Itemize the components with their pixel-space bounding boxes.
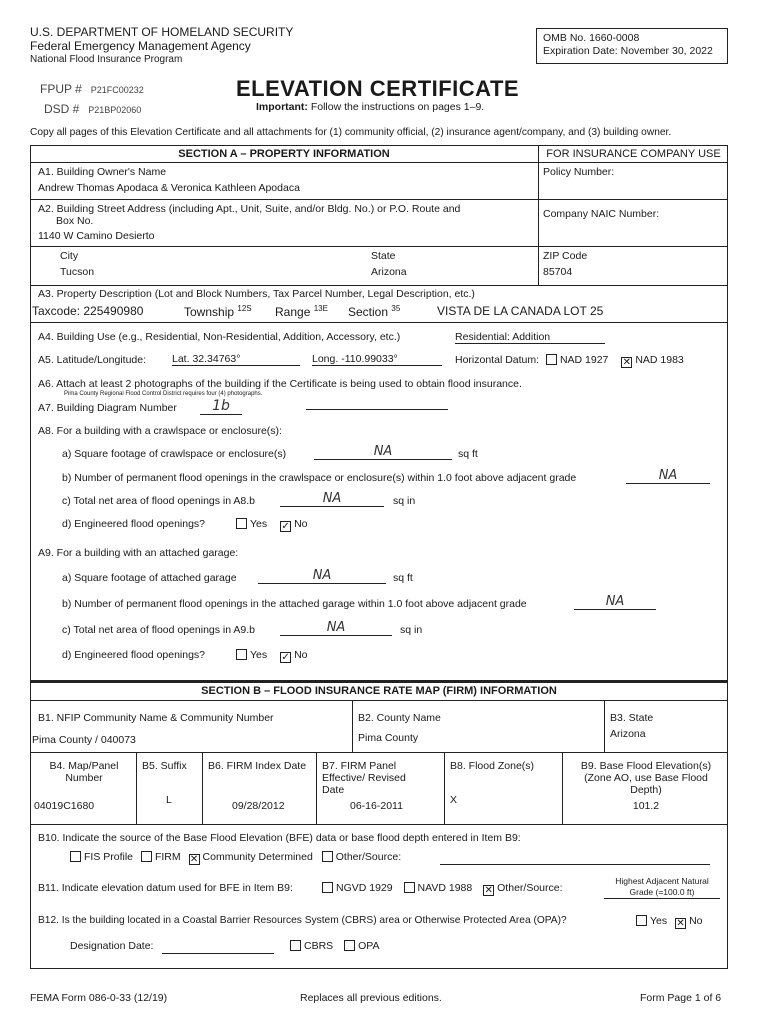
city-label: City <box>60 250 79 262</box>
a8a-unit: sq ft <box>458 448 478 460</box>
a9a-unit: sq ft <box>393 572 413 584</box>
long-value: -110.99033° <box>341 353 398 365</box>
naic-number-label[interactable]: Company NAIC Number: <box>543 208 660 220</box>
a8d-no-checkbox[interactable]: ✓ <box>281 521 290 532</box>
b11-ngvd-label: NGVD 1929 <box>336 882 393 894</box>
b12-yes-label: Yes <box>650 915 668 927</box>
b10-options <box>70 851 401 865</box>
a8d-yes-checkbox[interactable] <box>236 518 247 529</box>
omb-box <box>536 28 728 64</box>
range-label: Range <box>275 305 311 319</box>
b4-label: B4. Map/Panel Number <box>49 760 119 784</box>
b9-bfe[interactable]: 101.2 <box>632 800 660 812</box>
fpup-line <box>40 82 144 96</box>
a2-label-line1: A2. Building Street Address (including Apt., Unit, Suite, and/or Bldg. No.) or P.O. Route and <box>38 203 461 215</box>
fpup-value: P21FC00232 <box>90 85 144 95</box>
agency-block <box>30 25 293 67</box>
a9b-label: b) Number of permanent flood openings in the attached garage within 1.0 foot above adjacent grade <box>62 598 527 610</box>
a6-label: A6. Attach at least 2 photographs of the building if the Certificate is being used to obtain flood insurance. <box>38 378 522 390</box>
a3-property-description[interactable] <box>32 304 143 318</box>
footer-replaces: Replaces all previous editions. <box>300 992 442 1004</box>
section-b-title: SECTION B – FLOOD INSURANCE RATE MAP (FIRM) INFORMATION <box>201 685 557 697</box>
a9d-no-label: No <box>294 649 308 661</box>
insurance-use-header: FOR INSURANCE COMPANY USE <box>546 148 721 160</box>
important-text: Follow the instructions on pages 1–9. <box>310 101 485 113</box>
zip-value[interactable]: 85704 <box>543 266 573 278</box>
a9a-label: a) Square footage of attached garage <box>62 572 237 584</box>
a9b-value[interactable]: NA <box>574 594 656 610</box>
zip-label: ZIP Code <box>543 250 588 262</box>
a9d-options <box>236 649 308 663</box>
a9c-value[interactable]: NA <box>280 620 392 636</box>
section-value: 35 <box>391 304 401 313</box>
section-a-title: SECTION A – PROPERTY INFORMATION <box>178 148 390 160</box>
b10-other-label: Other/Source: <box>335 851 402 863</box>
important-note <box>256 101 484 113</box>
lat-value: 32.34763° <box>192 353 241 365</box>
nad1983-label: NAD 1983 <box>635 354 684 366</box>
cbrs-checkbox[interactable] <box>290 940 301 951</box>
a8d-label: d) Engineered flood openings? <box>62 518 206 530</box>
nad1927-checkbox[interactable] <box>546 354 557 365</box>
a4-building-use[interactable]: Residential: Addition <box>455 331 605 344</box>
a7-label: A7. Building Diagram Number <box>38 402 177 414</box>
b11-navd-checkbox[interactable] <box>404 882 415 893</box>
a8a-value[interactable]: NA <box>314 444 452 460</box>
a9d-yes-checkbox[interactable] <box>236 649 247 660</box>
a8d-options <box>236 518 308 532</box>
a2-street-address[interactable]: 1140 W Camino Desierto <box>38 230 155 242</box>
b12-no-checkbox[interactable]: ✕ <box>676 918 685 929</box>
b12-no-label: No <box>689 915 703 927</box>
a3-township <box>184 304 252 319</box>
b8-flood-zone[interactable]: X <box>450 794 458 806</box>
a8c-label: c) Total net area of flood openings in A8.b <box>62 495 256 507</box>
b12-yes-checkbox[interactable] <box>636 915 647 926</box>
b3-label: B3. State <box>610 712 654 724</box>
agency-line-3: National Flood Insurance Program <box>30 54 183 65</box>
a3-range <box>275 304 328 319</box>
a2-label <box>38 203 460 227</box>
a8d-yes-label: Yes <box>250 518 268 530</box>
agency-line-2: Federal Emergency Management Agency <box>30 39 251 53</box>
datum-label: Horizontal Datum: <box>455 354 540 366</box>
b5-label: B5. Suffix <box>142 760 187 772</box>
b12-options <box>636 915 703 929</box>
a9d-no-checkbox[interactable]: ✓ <box>281 652 290 663</box>
nad1927-label: NAD 1927 <box>559 354 609 366</box>
b5-suffix[interactable]: L <box>166 794 172 806</box>
state-label: State <box>371 250 396 262</box>
a4-label: A4. Building Use (e.g., Residential, Non-Residential, Addition, Accessory, etc.) <box>38 331 401 343</box>
cbrs-label: CBRS <box>304 940 334 952</box>
footer-page-number: Form Page 1 of 6 <box>640 992 722 1004</box>
a9-label: A9. For a building with an attached garage: <box>38 547 239 559</box>
b1-community[interactable]: Pima County / 040073 <box>32 734 136 746</box>
a8c-unit: sq in <box>393 495 416 507</box>
b10-fis-label: FIS Profile <box>84 851 134 863</box>
important-label: Important: <box>256 101 308 113</box>
b3-state[interactable]: Arizona <box>610 728 646 740</box>
expiration-date: Expiration Date: November 30, 2022 <box>543 45 713 57</box>
dsd-label: DSD # <box>44 102 80 116</box>
a6-note: Pima County Regional Flood Control District requires four (4) photographs. <box>64 391 263 397</box>
a8a-label: a) Square footage of crawlspace or enclosure(s) <box>62 448 287 460</box>
a8c-value[interactable]: NA <box>280 491 384 507</box>
b2-label: B2. County Name <box>358 712 441 724</box>
page-title: ELEVATION CERTIFICATE <box>236 76 520 101</box>
b10-firm-label: FIRM <box>154 851 181 863</box>
b10-community-label: Community Determined <box>202 851 313 863</box>
range-value: 13E <box>313 304 328 313</box>
a9d-yes-label: Yes <box>250 649 268 661</box>
b11-other-value[interactable]: Highest Adjacent Natural Grade (=100.0 ft) <box>604 876 720 899</box>
b11-other-checkbox[interactable]: ✕ <box>484 885 493 896</box>
a5-label: A5. Latitude/Longitude: <box>38 354 147 366</box>
long-label: Long. <box>312 353 339 365</box>
b2-county[interactable]: Pima County <box>358 732 419 744</box>
a3-label: A3. Property Description (Lot and Block Numbers, Tax Parcel Number, Legal Description, etc.) <box>38 288 475 300</box>
horizontal-datum <box>455 354 684 368</box>
a9d-label: d) Engineered flood openings? <box>62 649 206 661</box>
township-value: 12S <box>237 304 252 313</box>
a7-diagram-number[interactable]: 1b <box>200 398 242 415</box>
b4-map-panel[interactable]: 04019C1680 <box>34 800 95 812</box>
b11-ngvd-checkbox[interactable] <box>322 882 333 893</box>
a9a-value[interactable]: NA <box>258 568 386 584</box>
b10-firm-checkbox[interactable] <box>141 851 152 862</box>
b12-label: B12. Is the building located in a Coastal Barrier Resources System (CBRS) area or Otherwise Protected Area (OPA)? <box>38 915 567 926</box>
b8-label: B8. Flood Zone(s) <box>450 760 535 772</box>
a1-label: A1. Building Owner's Name <box>38 166 167 178</box>
b10-community-checkbox[interactable]: ✕ <box>189 854 199 865</box>
fpup-label: FPUP # <box>40 82 82 96</box>
a8d-no-label: No <box>294 518 308 530</box>
township-label: Township <box>184 305 235 319</box>
designation-date-line <box>162 953 274 954</box>
b6-index-date[interactable]: 09/28/2012 <box>232 800 285 812</box>
policy-number-label[interactable]: Policy Number: <box>543 166 615 178</box>
state-value[interactable]: Arizona <box>371 266 407 278</box>
b11-other-label: Other/Source: <box>497 882 563 894</box>
dsd-line <box>44 102 141 116</box>
a3-taxcode: Taxcode: 225490980 <box>32 304 144 318</box>
a5-latitude[interactable] <box>172 353 300 366</box>
opa-label: OPA <box>358 940 380 952</box>
a3-section <box>348 304 400 319</box>
b7-label: B7. FIRM Panel Effective/ Revised Date <box>322 760 406 796</box>
b10-other-checkbox[interactable] <box>322 851 333 862</box>
a2-label-line2: Box No. <box>56 215 94 227</box>
b9-label: B9. Base Flood Elevation(s) (Zone AO, use Base Flood Depth) <box>580 760 712 796</box>
footer-form-number: FEMA Form 086-0-33 (12/19) <box>30 992 168 1004</box>
dsd-value: P21BP02060 <box>88 105 142 115</box>
a8b-label: b) Number of permanent flood openings in the crawlspace or enclosure(s) within 1.0 foot above adjacent grade <box>62 472 577 484</box>
b10-fis-checkbox[interactable] <box>70 851 81 862</box>
a9c-label: c) Total net area of flood openings in A9.b <box>62 624 256 636</box>
a8b-value[interactable]: NA <box>626 468 710 484</box>
a8-label: A8. For a building with a crawlspace or enclosure(s): <box>38 425 282 437</box>
a5-longitude[interactable] <box>312 353 442 366</box>
agency-line-1: U.S. DEPARTMENT OF HOMELAND SECURITY <box>30 25 294 39</box>
opa-checkbox[interactable] <box>344 940 355 951</box>
b10-label: B10. Indicate the source of the Base Flood Elevation (BFE) data or base flood depth entered in Item B9: <box>38 832 521 844</box>
nad1983-checkbox[interactable]: ✕ <box>622 357 632 368</box>
section-label: Section <box>348 305 389 319</box>
a3-legal-description: VISTA DE LA CANADA LOT 25 <box>437 304 604 318</box>
omb-number: OMB No. 1660-0008 <box>543 32 640 44</box>
b10-other-line <box>440 864 710 865</box>
city-value[interactable]: Tucson <box>60 266 95 278</box>
a1-owner-name[interactable]: Andrew Thomas Apodaca & Veronica Kathleen Apodaca <box>38 182 300 194</box>
designation-options <box>290 940 380 952</box>
copy-note: Copy all pages of this Elevation Certificate and all attachments for (1) community official, (2) insurance agent/company, and (3) building owner. <box>30 127 672 138</box>
b6-label: B6. FIRM Index Date <box>208 760 307 772</box>
a9c-unit: sq in <box>400 624 423 636</box>
lat-label: Lat. <box>172 353 190 365</box>
b11-navd-label: NAVD 1988 <box>417 882 473 894</box>
b7-effective-date[interactable]: 06-16-2011 <box>350 800 403 812</box>
designation-date-label: Designation Date: <box>70 940 154 952</box>
b11-label: B11. Indicate elevation datum used for BFE in Item B9: <box>38 882 293 894</box>
b11-options <box>322 882 563 896</box>
b1-label: B1. NFIP Community Name & Community Number <box>38 712 274 724</box>
